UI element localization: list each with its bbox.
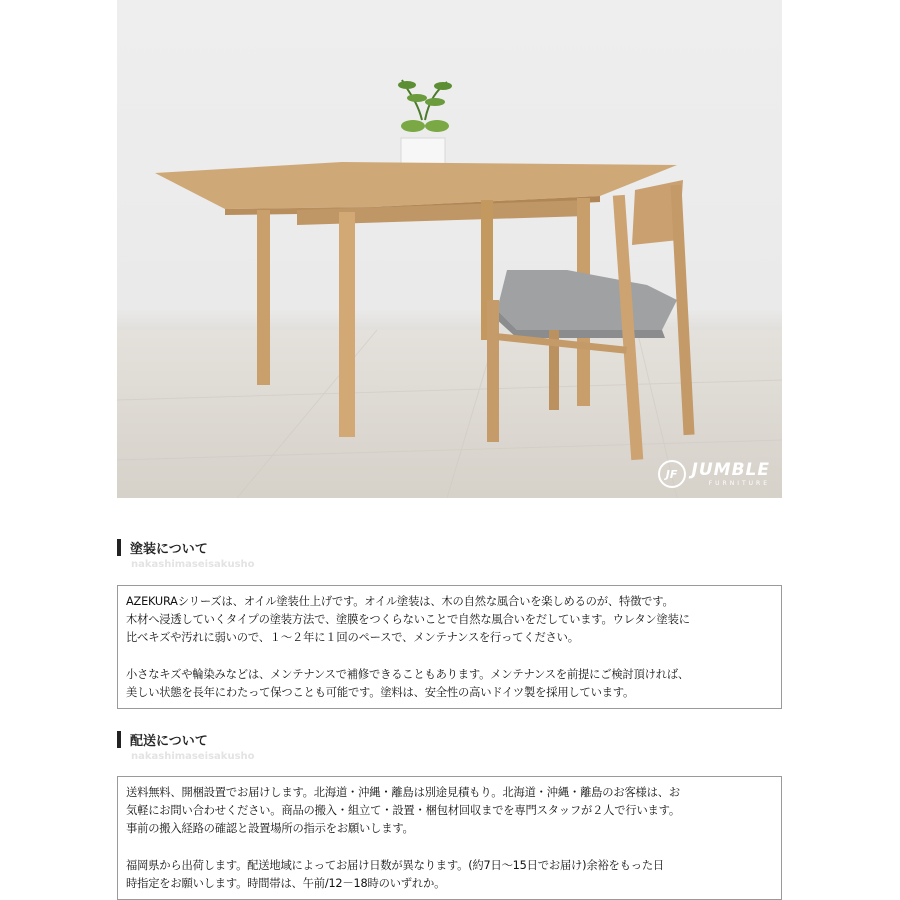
section-subtitle: nakashimaseisakusho <box>131 559 255 570</box>
product-photo <box>117 0 782 498</box>
table-and-chair-illustration <box>117 0 782 498</box>
section-heading: 配送について <box>130 733 208 749</box>
text-line: 福岡県から出荷します。配送地域によってお届け日数が異なります。(約7日～15日でお届け)余裕をもった日 <box>126 858 665 872</box>
delivery-section-header <box>117 730 782 762</box>
brand-mark: JF <box>658 460 686 488</box>
text-line: 事前の搬入経路の確認と設置場所の指示をお願いします。 <box>126 822 414 836</box>
coating-info-box <box>117 585 782 709</box>
coating-section-header <box>117 538 782 570</box>
section-heading: 塗装について <box>130 541 208 557</box>
heading-bar <box>117 731 121 748</box>
section-subtitle: nakashimaseisakusho <box>131 751 255 762</box>
text-line: 木材へ浸透していくタイプの塗装方法で、塗膜をつくらないことで自然な風合いをだしています。ウレタン塗装に <box>126 613 690 627</box>
plant <box>398 80 452 174</box>
text-line: 美しい状態を長年にわたって保つことも可能です。塗料は、安全性の高いドイツ製を採用しています。 <box>126 685 635 699</box>
text-line: 時指定をお願いします。時間帯は、午前/12－18時のいずれか。 <box>126 876 446 890</box>
heading-bar <box>117 539 121 556</box>
text-line: 気軽にお問い合わせください。商品の搬入・組立て・設置・梱包材回収までを専門スタッフが２人で行います。 <box>126 804 680 818</box>
chair <box>487 180 695 460</box>
delivery-info-box <box>117 776 782 900</box>
text-line: 送料無料、開梱設置でお届けします。北海道・沖縄・離島は別途見積もり。北海道・沖縄・離島のお客様は、お <box>126 786 680 799</box>
brand-name: JUMBLE <box>691 459 770 480</box>
text-line: 比べキズや汚れに弱いので、１～２年に１回のペースで、メンテナンスを行ってください。 <box>126 631 579 645</box>
brand-subtitle: FURNITURE <box>708 479 770 487</box>
text-line: 小さなキズや輪染みなどは、メンテナンスで補修できることもあります。メンテナンスを前提にご検討頂ければ、 <box>126 667 690 681</box>
text-line: AZEKURAシリーズは、オイル塗装仕上げです。オイル塗装は、木の自然な風合いを楽しめるのが、特徴です。 <box>126 595 674 608</box>
brand-logo <box>658 460 770 488</box>
